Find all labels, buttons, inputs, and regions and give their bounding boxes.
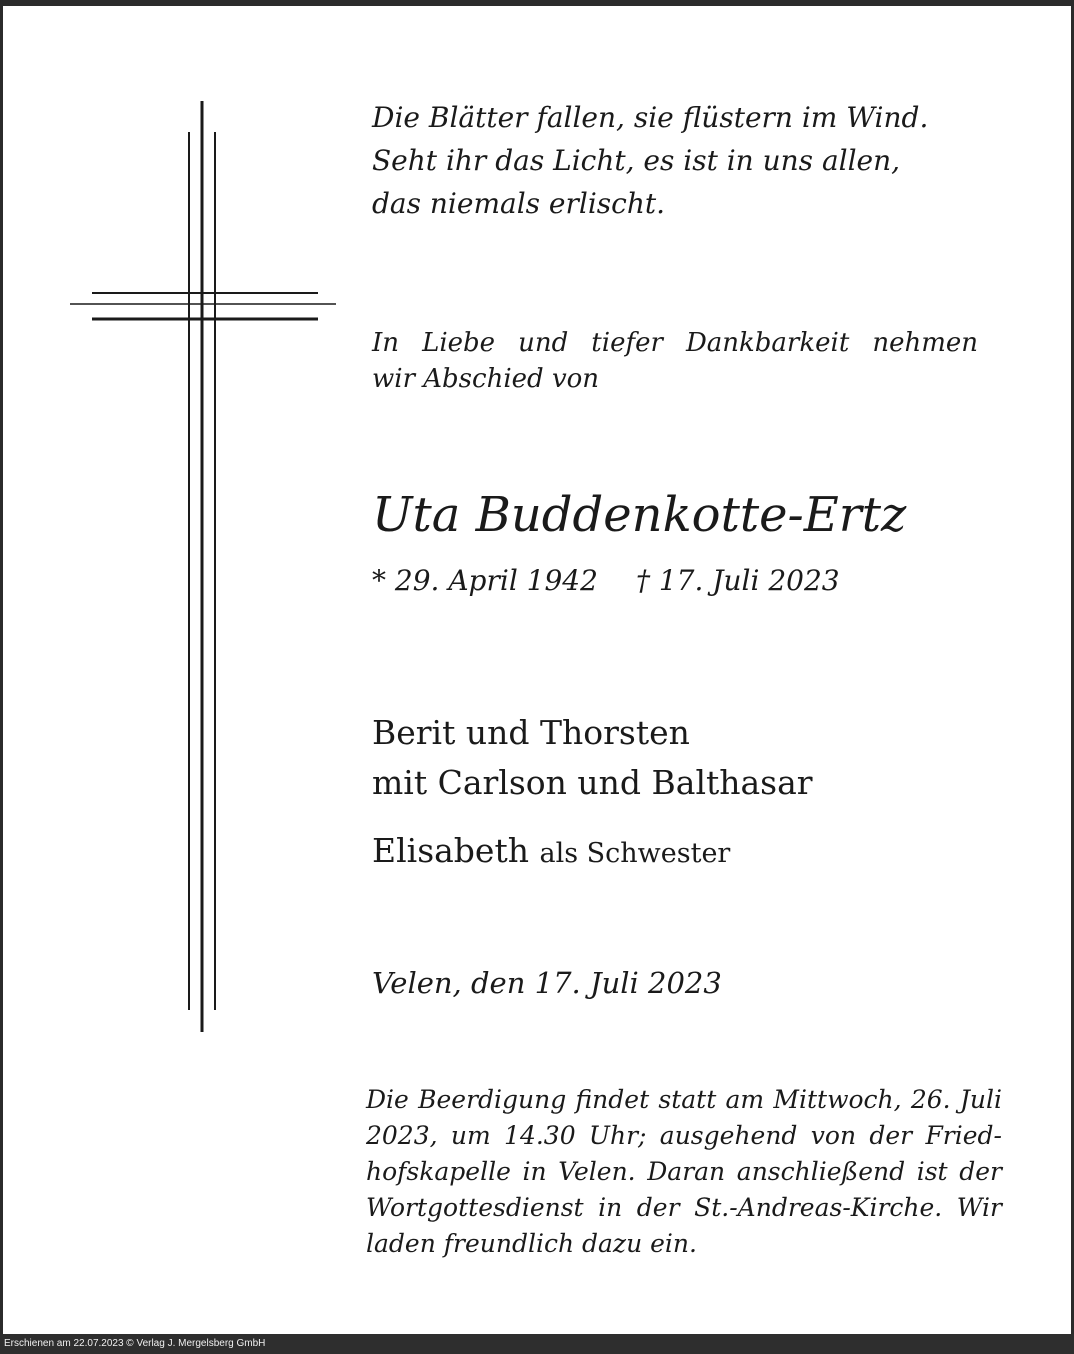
family-line: Berit und Thorsten <box>372 713 690 752</box>
funeral-line: 2023, um 14.30 Uhr; ausgehend von der Fried- <box>366 1121 1002 1150</box>
cross-icon <box>0 0 360 1060</box>
intro-text <box>372 325 978 397</box>
funeral-line: Wortgottesdienst in der St.-Andreas-Kirche. Wir <box>366 1193 1002 1222</box>
poem-line: das niemals erlischt. <box>372 187 666 220</box>
sister-relation: als Schwester <box>539 838 731 869</box>
family-names <box>372 708 813 808</box>
funeral-info <box>366 1082 1002 1262</box>
poem-line: Die Blätter fallen, sie flüstern im Wind. <box>372 101 929 134</box>
place-and-date: Velen, den 17. Juli 2023 <box>372 966 722 1000</box>
life-dates <box>372 563 840 599</box>
family-line: mit Carlson und Balthasar <box>372 763 813 802</box>
funeral-line: laden freundlich dazu ein. <box>366 1229 697 1258</box>
funeral-line: Die Beerdigung findet statt am Mittwoch, 26. Juli <box>366 1085 1002 1114</box>
intro-line: wir Abschied von <box>372 364 600 394</box>
publication-footer: Erschienen am 22.07.2023 © Verlag J. Mergelsberg GmbH <box>0 1334 1074 1354</box>
sister-line <box>372 828 730 877</box>
sister-name: Elisabeth <box>372 831 529 870</box>
deceased-name: Uta Buddenkotte-Ertz <box>372 487 907 543</box>
poem <box>372 96 928 225</box>
poem-line: Seht ihr das Licht, es ist in uns allen, <box>372 144 901 177</box>
death-date: † 17. Juli 2023 <box>635 564 840 597</box>
birth-date: * 29. April 1942 <box>372 564 598 597</box>
funeral-line: hofskapelle in Velen. Daran anschließend ist der <box>366 1157 1002 1186</box>
intro-line: In Liebe und tiefer Dankbarkeit nehmen <box>372 328 978 358</box>
